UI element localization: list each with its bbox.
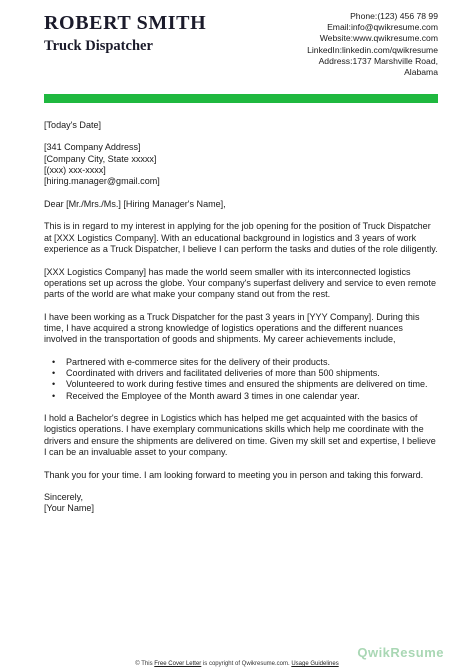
list-item: • Partnered with e-commerce sites for the delivery of their products. — [66, 357, 438, 368]
free-cover-letter-link[interactable]: Free Cover Letter — [154, 661, 202, 667]
footer-middle: is copyright of Qwikresume.com. — [201, 661, 292, 667]
signature-name: [Your Name] — [44, 503, 94, 514]
contact-website[interactable]: Website:www.qwikresume.com — [319, 33, 438, 44]
paragraph-thanks: Thank you for your time. I am looking forward to meeting you in person and taking this forward. — [44, 469, 424, 480]
address-line: [hiring.manager@gmail.com] — [44, 176, 160, 187]
address-line: [341 Company Address] — [44, 142, 141, 153]
salutation: Dear [Mr./Mrs./Ms.] [Hiring Manager's Name], — [44, 198, 226, 209]
contact-address-state: Alabama — [404, 67, 438, 78]
watermark-logo — [357, 645, 444, 660]
usage-guidelines-link[interactable]: Usage Guidelines — [291, 661, 339, 667]
contact-linkedin[interactable]: LinkedIn:linkedin.com/qwikresume — [307, 44, 438, 55]
paragraph-intro: This is in regard to my interest in applying for the job opening for the position of Truck Dispatcher at [XXX Logistics Company]. With an educational background in logistics and 3 years of work experience as a Truck Dispatcher, I believe I can perform the tasks and duties of the role diligently. — [44, 221, 438, 255]
applicant-name: ROBERT SMITH — [44, 12, 207, 34]
contact-phone: Phone:(123) 456 78 99 — [350, 11, 438, 21]
paragraph-company: [XXX Logistics Company] has made the world seem smaller with its interconnected logistics operations set up across the globe. Your company's superfast delivery and service to even remote parts of the world are what make your company stand out from the rest. — [44, 266, 436, 300]
paragraph-education: I hold a Bachelor's degree in Logistics which has helped me get acquainted with the basics of logistics operations. I have exemplary communications skills which help me coordinate with the drivers and ensure the shipments are delivered on time. Given my skill set and expertise, I believe I can be an invaluable asset to your company. — [44, 413, 436, 458]
address-line: [Company City, State xxxxx] — [44, 153, 157, 164]
contact-address: Address:1737 Marshville Road, — [318, 55, 438, 66]
address-line: [(xxx) xxx-xxxx] — [44, 165, 106, 176]
letter-body — [44, 120, 438, 515]
footer-prefix: © This — [135, 661, 155, 667]
paragraph-experience: I have been working as a Truck Dispatcher for the past 3 years in [YYY Company]. During this time, I have acquired a strong knowledge of logistics operations and the different nuances involved in the transportation of goods and shipments. My career achievements include, — [44, 311, 420, 345]
accent-divider — [44, 94, 438, 103]
closing: Sincerely, — [44, 492, 84, 503]
list-item: • Received the Employee of the Month award 3 times in one calendar year. — [66, 391, 438, 402]
job-title: Truck Dispatcher — [44, 38, 153, 54]
letter-date: [Today's Date] — [44, 120, 102, 130]
page-footer — [0, 661, 474, 667]
achievements-list — [44, 357, 438, 402]
watermark-text: QwikResume — [357, 645, 444, 660]
recipient-address — [44, 142, 438, 187]
list-item: • Volunteered to work during festive times and ensured the shipments are delivered on time. — [66, 379, 438, 390]
contact-block — [238, 11, 438, 78]
list-item: • Coordinated with drivers and facilitated deliveries of more than 500 shipments. — [66, 368, 438, 379]
contact-email[interactable]: Email:info@qwikresume.com — [327, 22, 438, 33]
